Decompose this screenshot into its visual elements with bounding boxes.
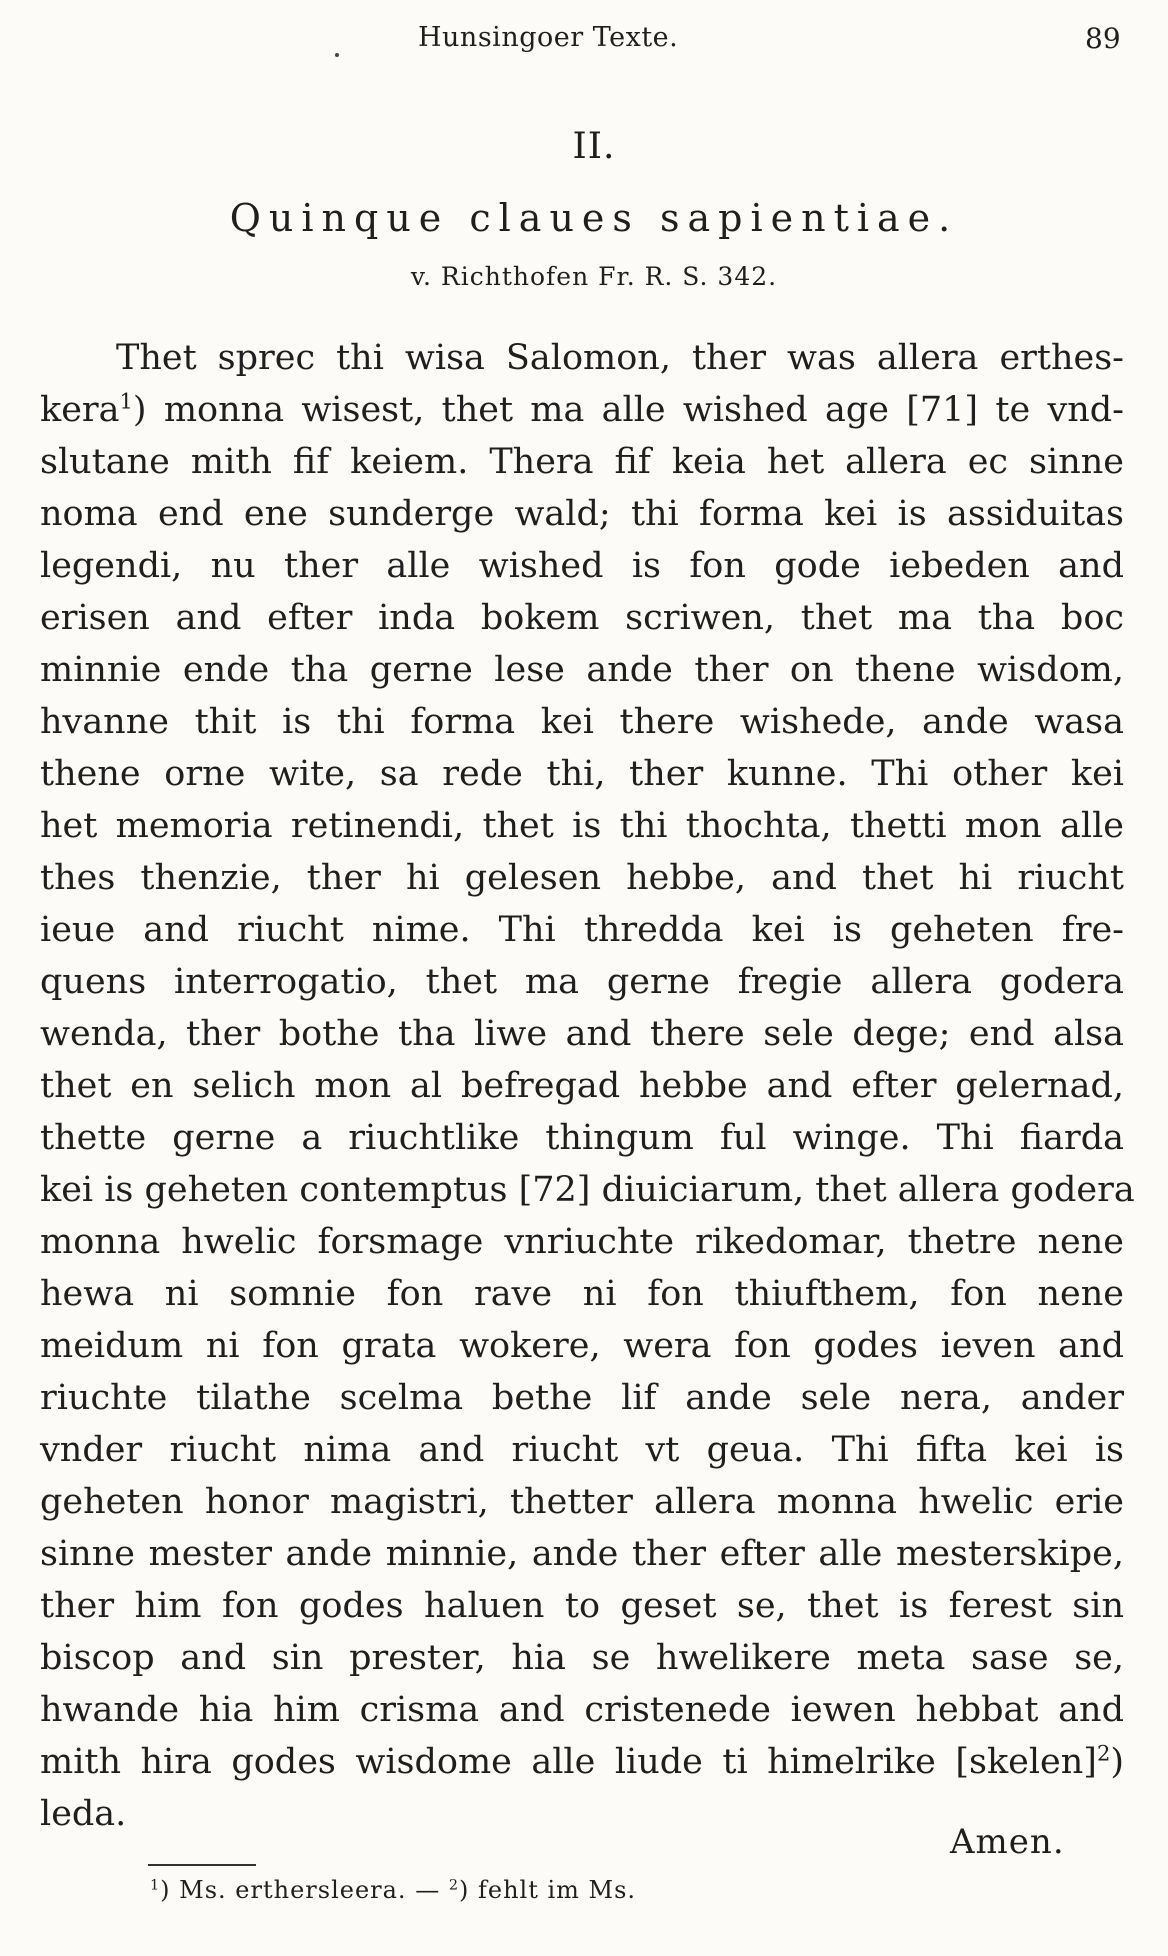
text-line: Thet sprec thi wisa Salomon, ther was allera erthes- [116, 338, 1124, 378]
footnote-reference: 1 [119, 389, 133, 414]
text-line: erisen and efter inda bokem scriwen, thet ma tha boc [40, 598, 1124, 638]
footnote-2-text: ) fehlt im Ms. [458, 1876, 637, 1904]
text-line: kei is geheten contemptus [72] diuiciarum, thet allera godera [40, 1170, 1135, 1210]
text-line: monna hwelic forsmage vnriuchte rikedomar, thetre nene [40, 1222, 1124, 1262]
text-line: vnder riucht nima and riucht vt geua. Thi fifta kei is [40, 1430, 1124, 1470]
text-line: ieue and riucht nime. Thi thredda kei is geheten fre- [40, 910, 1124, 950]
text-line: thene orne wite, sa rede thi, ther kunne. Thi other kei [40, 754, 1124, 794]
text-line: quens interrogatio, thet ma gerne fregie allera godera [40, 962, 1124, 1002]
footnote-reference: 2 [1096, 1741, 1111, 1766]
text-line: biscop and sin prester, hia se hwelikere meta sase se, [40, 1638, 1124, 1678]
text-segment: ) [1110, 1742, 1124, 1782]
text-line: riuchte tilathe scelma bethe lif ande sele nera, ander [40, 1378, 1124, 1418]
text-line: legendi, nu ther alle wished is fon gode iebeden and [40, 546, 1124, 586]
text-line: noma end ene sunderge wald; thi forma kei is assiduitas [40, 494, 1124, 534]
text-segment: mith hira godes wisdome alle liude ti himelrike [skelen] [40, 1742, 1097, 1782]
text-line: slutane mith fif keiem. Thera fif keia het allera ec sinne [40, 442, 1124, 482]
source-reference: v. Richthofen Fr. R. S. 342. [410, 262, 778, 291]
running-head [0, 22, 1168, 62]
text-line: het memoria retinendi, thet is thi thochta, thetti mon alle [40, 806, 1124, 846]
section-number: II. [572, 126, 616, 167]
text-line: wenda, ther bothe tha liwe and there sele dege; end alsa [40, 1014, 1124, 1054]
text-line: hewa ni somnie fon rave ni fon thiufthem, fon nene [40, 1274, 1124, 1314]
text-line: geheten honor magistri, thetter allera monna hwelic erie [40, 1482, 1124, 1522]
text-line: sinne mester ande minnie, ande ther efter alle mesterskipe, [40, 1534, 1124, 1574]
text-line: hwande hia him crisma and cristenede iewen hebbat and [40, 1690, 1124, 1730]
text-line [40, 384, 1124, 436]
text-line: meidum ni fon grata wokere, wera fon godes ieven and [40, 1326, 1124, 1366]
text-line: thes thenzie, ther hi gelesen hebbe, and thet hi riucht [40, 858, 1124, 898]
section-title: Quinque claues sapientiae. [229, 196, 959, 240]
text-line: ther him fon godes haluen to geset se, thet is ferest sin [40, 1586, 1124, 1626]
print-speck [335, 53, 339, 57]
closing-amen: Amen. [950, 1822, 1065, 1862]
footnotes [150, 1876, 636, 1904]
body-text [40, 332, 1135, 1840]
text-line [40, 1736, 1124, 1788]
footnote-1-text: ) Ms. erthersleera. — [160, 1876, 449, 1904]
text-segment: ) monna wisest, thet ma alle wished age [71] te vnd- [132, 390, 1124, 430]
footnote-2-marker: 2 [448, 1877, 459, 1894]
page-number: 89 [1085, 22, 1121, 55]
text-line: thet en selich mon al befregad hebbe and efter gelernad, [40, 1066, 1124, 1106]
footnote-1-marker: 1 [150, 1877, 161, 1894]
footnote-rule [148, 1864, 256, 1866]
text-line: thette gerne a riuchtlike thingum ful winge. Thi fiarda [40, 1118, 1124, 1158]
text-line: leda. [40, 1794, 127, 1834]
running-title: Hunsingoer Texte. [418, 22, 679, 53]
text-segment: kera [40, 390, 120, 430]
text-line: minnie ende tha gerne lese ande ther on thene wisdom, [40, 650, 1124, 690]
text-line: hvanne thit is thi forma kei there wishede, ande wasa [40, 702, 1124, 742]
